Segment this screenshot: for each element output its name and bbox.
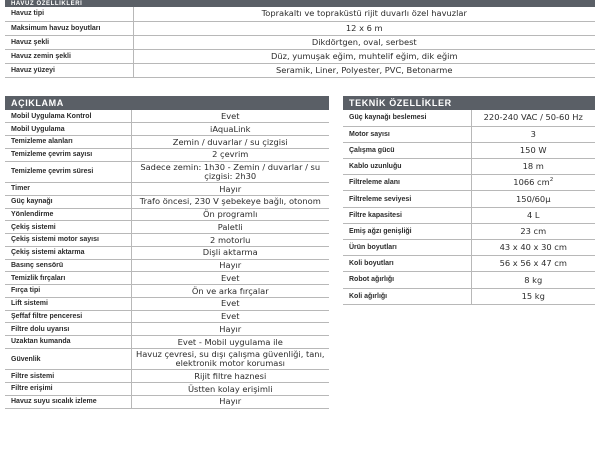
- row-value: [133, 35, 595, 49]
- row-label: Çekiş sistemi aktarma: [5, 246, 131, 259]
- row-value: [471, 110, 595, 126]
- table-row: [343, 175, 595, 191]
- table-row: [343, 288, 595, 304]
- row-value: [131, 136, 329, 149]
- technical-specs-table: [343, 110, 595, 305]
- pool-features-section: [5, 0, 595, 78]
- row-value: [131, 395, 329, 408]
- row-value: [471, 272, 595, 288]
- table-row: [343, 126, 595, 142]
- row-value: [131, 272, 329, 285]
- row-value: [131, 110, 329, 123]
- row-label: Lift sistemi: [5, 297, 131, 310]
- row-value-text: 43 x 40 x 30 cm: [499, 242, 567, 253]
- row-value: [131, 123, 329, 136]
- table-row: [343, 191, 595, 207]
- row-label: Şeffaf filtre penceresi: [5, 310, 131, 323]
- row-label: Temizleme çevrim sayısı: [5, 148, 131, 161]
- row-value-text: iAquaLink: [210, 123, 251, 134]
- table-row: [343, 142, 595, 158]
- table-row: [343, 256, 595, 272]
- row-value: [133, 7, 595, 21]
- row-label: Güç kaynağı: [5, 195, 131, 208]
- row-value-text: Rijit filtre haznesi: [194, 370, 267, 381]
- row-value: [131, 234, 329, 247]
- row-value: [133, 21, 595, 35]
- row-value: [131, 246, 329, 259]
- row-label: Yönlendirme: [5, 208, 131, 221]
- row-label: Koli boyutları: [343, 256, 471, 272]
- table-row: [5, 336, 329, 349]
- row-value: [131, 323, 329, 336]
- row-label: Filtreleme alanı: [343, 175, 471, 191]
- table-row: [5, 246, 329, 259]
- row-value-text: Evet: [220, 110, 240, 121]
- row-label: Robot ağırlığı: [343, 272, 471, 288]
- table-row: [343, 240, 595, 256]
- row-value: [471, 256, 595, 272]
- table-row: [5, 123, 329, 136]
- table-row: [5, 323, 329, 336]
- row-value-text: Üstten kolay erişimli: [187, 383, 273, 394]
- row-label: Koli ağırlığı: [343, 288, 471, 304]
- row-label: Temizlik fırçaları: [5, 272, 131, 285]
- row-value-text: 150 W: [519, 145, 547, 156]
- row-value: [131, 370, 329, 383]
- table-row: [343, 223, 595, 239]
- table-row: [5, 7, 595, 21]
- table-row: [5, 161, 329, 183]
- row-value-text: 56 x 56 x 47 cm: [499, 258, 567, 269]
- row-value: [131, 285, 329, 298]
- row-value: [471, 240, 595, 256]
- table-row: [5, 183, 329, 196]
- row-label: Maksimum havuz boyutları: [5, 21, 133, 35]
- table-row: [5, 64, 595, 78]
- table-row: [5, 136, 329, 149]
- table-row: [5, 195, 329, 208]
- row-value-text: 4 L: [526, 209, 540, 220]
- row-value-text: 150/60µ: [516, 193, 551, 204]
- row-value-text: Toprakaltı ve topraküstü rijit duvarlı özel havuzlar: [261, 8, 467, 19]
- row-value: [471, 175, 595, 191]
- description-header: AÇIKLAMA: [5, 96, 329, 110]
- row-value-text: Ön ve arka fırçalar: [191, 285, 269, 296]
- table-row: [5, 383, 329, 396]
- row-value-text: 8 kg: [524, 274, 543, 285]
- row-value: [133, 64, 595, 78]
- row-value-text: 220-240 VAC / 50-60 Hz: [483, 112, 583, 123]
- row-label: Filtre kapasitesi: [343, 207, 471, 223]
- row-label: Mobil Uygulama Kontrol: [5, 110, 131, 123]
- row-value-text: 15 kg: [521, 290, 545, 301]
- row-label: Ürün boyutları: [343, 240, 471, 256]
- row-label: Emiş ağzı genişliği: [343, 223, 471, 239]
- row-value-text: Seramik, Liner, Polyester, PVC, Betonarme: [276, 65, 453, 76]
- row-value-text: Evet: [220, 298, 240, 309]
- row-value: [471, 142, 595, 158]
- row-value-superscript: 2: [549, 177, 554, 184]
- table-row: [343, 207, 595, 223]
- row-label: Temizleme çevrim süresi: [5, 161, 131, 183]
- table-row: [5, 259, 329, 272]
- row-label: Filtre sistemi: [5, 370, 131, 383]
- table-row: [5, 35, 595, 49]
- table-row: [5, 348, 329, 370]
- row-label: Kablo uzunluğu: [343, 159, 471, 175]
- table-row: [5, 221, 329, 234]
- row-value-text: 12 x 6 m: [345, 22, 383, 33]
- row-label: Temizleme alanları: [5, 136, 131, 149]
- row-value: [471, 126, 595, 142]
- row-value-text: 3: [530, 128, 536, 139]
- row-value: [131, 161, 329, 183]
- row-label: Çalışma gücü: [343, 142, 471, 158]
- row-value: [131, 208, 329, 221]
- row-value: [471, 191, 595, 207]
- row-value-text: Düz, yumuşak eğim, muhtelif eğim, dik eğim: [270, 51, 458, 62]
- row-value-text: Hayır: [219, 323, 242, 334]
- row-value-text: Sadece zemin: 1h30 - Zemin / duvarlar / su çizgisi: 2h30: [140, 162, 321, 181]
- row-label: Timer: [5, 183, 131, 196]
- row-value-text: Havuz çevresi, su dışı çalışma güvenliği, tanı, elektronik motor koruması: [135, 349, 325, 368]
- row-value: [131, 297, 329, 310]
- technical-specs-section: [343, 96, 595, 305]
- row-label: Havuz yüzeyi: [5, 64, 133, 78]
- row-label: Basınç sensörü: [5, 259, 131, 272]
- table-row: [5, 310, 329, 323]
- row-value-text: Ön programlı: [203, 209, 258, 220]
- row-label: Çekiş sistemi: [5, 221, 131, 234]
- row-value-text: Dikdörtgen, oval, serbest: [311, 37, 417, 48]
- row-value: [131, 383, 329, 396]
- pool-features-header: HAVUZ ÖZELLİKLERİ: [5, 0, 595, 7]
- description-table: [5, 110, 329, 409]
- row-label: Filtre dolu uyarısı: [5, 323, 131, 336]
- table-row: [5, 148, 329, 161]
- row-label: Çekiş sistemi motor sayısı: [5, 234, 131, 247]
- row-label: Havuz suyu sıcalık izleme: [5, 395, 131, 408]
- row-value: [131, 183, 329, 196]
- row-label: Havuz şekli: [5, 35, 133, 49]
- table-row: [5, 285, 329, 298]
- row-value-text: Hayır: [219, 396, 242, 407]
- table-row: [5, 370, 329, 383]
- table-row: [5, 297, 329, 310]
- row-value-text: 23 cm: [520, 226, 547, 237]
- row-value-text: 2 motorlu: [210, 234, 251, 245]
- row-value: [131, 195, 329, 208]
- table-row: [5, 395, 329, 408]
- row-value: [131, 221, 329, 234]
- table-row: [5, 50, 595, 64]
- row-value-text: Evet - Mobil uygulama ile: [177, 336, 283, 347]
- table-row: [343, 272, 595, 288]
- row-label: Uzaktan kumanda: [5, 336, 131, 349]
- row-value: [131, 310, 329, 323]
- row-value-text: Hayır: [219, 260, 242, 271]
- row-label: Motor sayısı: [343, 126, 471, 142]
- row-value-text: Zemin / duvarlar / su çizgisi: [172, 136, 288, 147]
- table-row: [5, 272, 329, 285]
- row-value: [131, 148, 329, 161]
- pool-features-table: [5, 7, 595, 78]
- technical-specs-header: TEKNİK ÖZELLİKLER: [343, 96, 595, 110]
- table-row: [343, 110, 595, 126]
- row-value: [471, 223, 595, 239]
- row-label: Havuz tipi: [5, 7, 133, 21]
- row-value-text: Dişli aktarma: [202, 247, 258, 258]
- row-value: [131, 336, 329, 349]
- table-row: [5, 21, 595, 35]
- row-label: Mobil Uygulama: [5, 123, 131, 136]
- row-value: [471, 207, 595, 223]
- row-value: [131, 348, 329, 370]
- row-value-text: Evet: [220, 272, 240, 283]
- row-label: Filtreleme seviyesi: [343, 191, 471, 207]
- row-value-text: Paletli: [217, 221, 243, 232]
- row-value-text: Hayır: [219, 183, 242, 194]
- row-label: Güç kaynağı beslemesi: [343, 110, 471, 126]
- table-row: [5, 234, 329, 247]
- row-value: [133, 50, 595, 64]
- row-value: [471, 288, 595, 304]
- row-label: Güvenlik: [5, 348, 131, 370]
- row-label: Filtre erişimi: [5, 383, 131, 396]
- description-section: [5, 96, 329, 409]
- row-value-text: Evet: [220, 311, 240, 322]
- row-label: Havuz zemin şekli: [5, 50, 133, 64]
- table-row: [343, 159, 595, 175]
- row-value: [131, 259, 329, 272]
- table-row: [5, 208, 329, 221]
- row-value: [471, 159, 595, 175]
- row-value-text: 18 m: [522, 161, 544, 172]
- row-value-text: 1066 cm: [513, 177, 550, 188]
- row-value-text: 2 çevrim: [212, 149, 249, 160]
- row-value-text: Trafo öncesi, 230 V şebekeye bağlı, otonom: [139, 196, 321, 207]
- table-row: [5, 110, 329, 123]
- row-label: Fırça tipi: [5, 285, 131, 298]
